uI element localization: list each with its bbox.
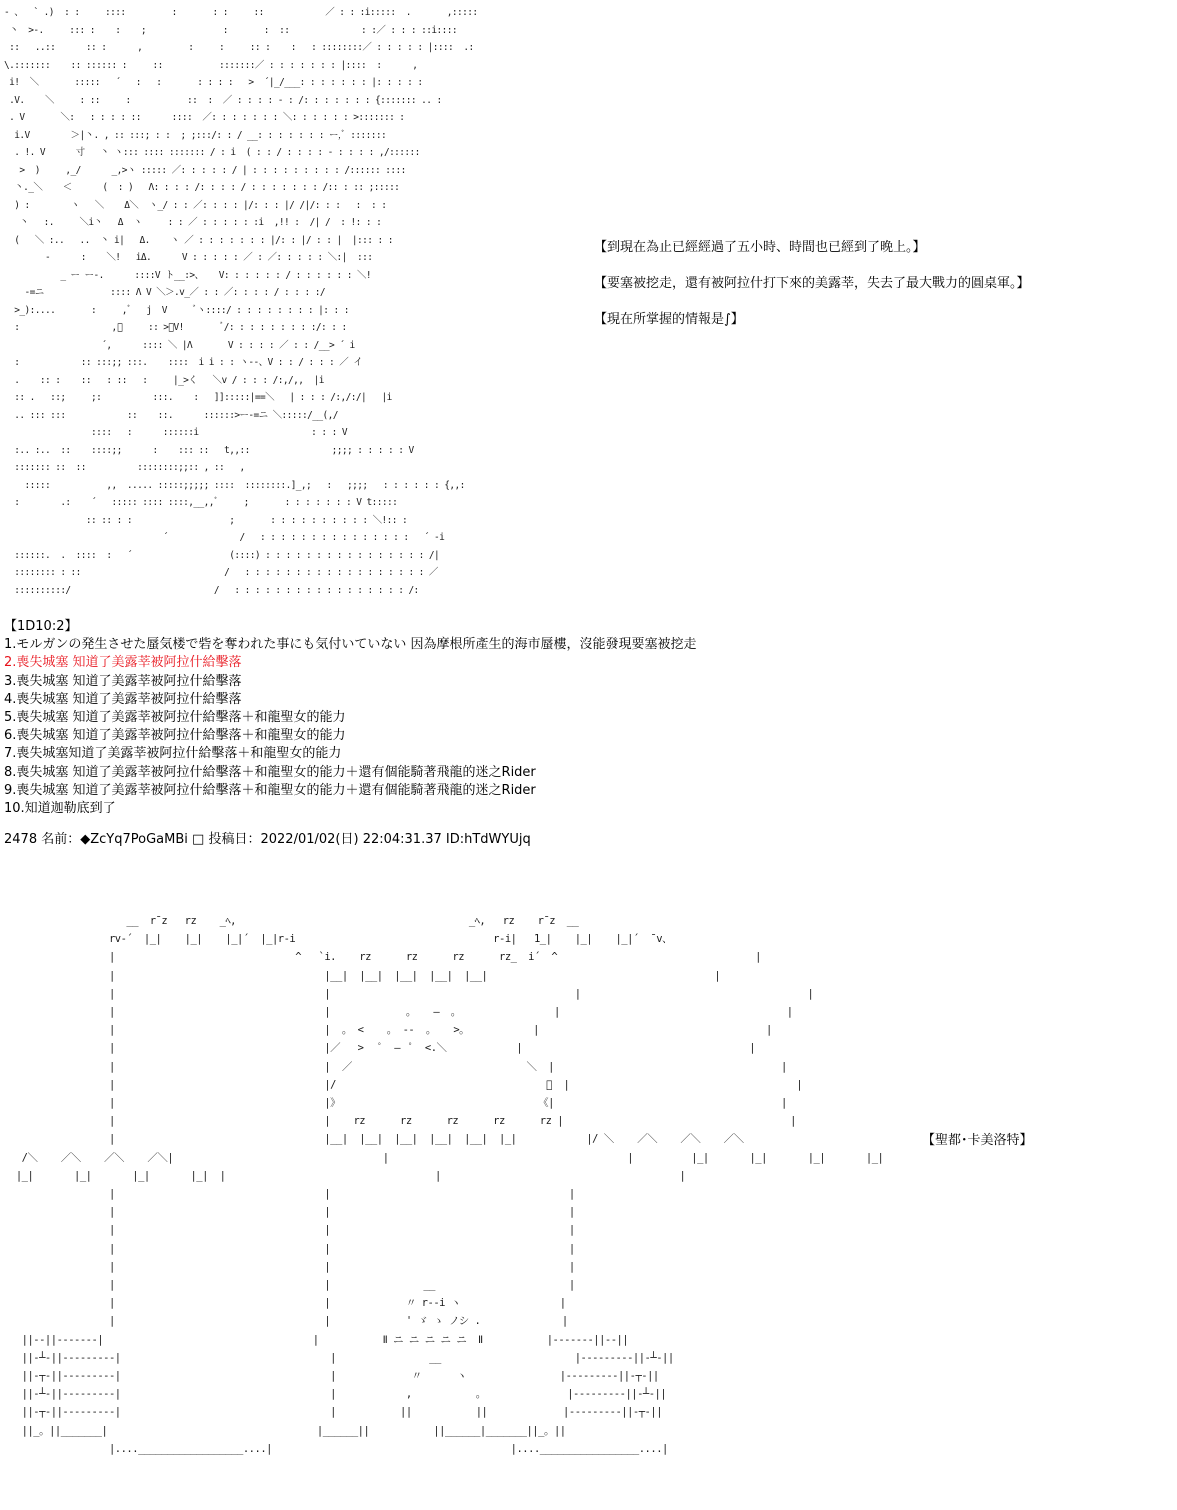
castle-label: 【聖都･卡美洛特】 — [922, 1133, 1033, 1148]
post-date: 2022/01/02(日) 22:04:31.37 — [260, 832, 442, 847]
dice-item-4: 4.喪失城塞 知道了美露莘被阿拉什給擊落 — [4, 691, 242, 707]
ascii-art-scene: - 、 ` .) : : :::: : : : :: ／ : : :i::::: . ,::::: 丶 >-. ::: : : ; : : :: : :／ : : : ::i:::: :: ..:: :: : , : : :: : : : ::::::::／ : : : : : |:::: .: \.::::::: :: :::::: : :: :::::::／ : : : : : : : |:::: : , i! ＼ ::::: ´ : : : : : : > ´|_/___: : : : : : : |: : : : : .V. ＼ : :: : :: : ／ : : : : - : /: : : : : : : {::::::: .. : . V ＼: : : : : :: :::: ／: : : : : : : ＼: : : : : : >::::::: : i.V ＞|丶. , :: :::; : : ; ;:::/: : / __: : : : : : : ー,ﾞ ::::::: . !. V 寸 丶 ヽ::: :::: ::::::: / : i ( : : / : : : : - : : : : ,/:::::: > ) ,_/ _,>ヽ ::::: ／: : : : : / | : : : : : : : : : /:::::: :::: 丶._＼ ＜ ( : ) Λ: : : : /: : : : / : : : : : : : /:: : :: ;::::: ) : ヽ ＼ Δ＼ ヽ_/ : : ／: : : : |/: : : |/ /|/: : : : : : 丶 :. ＼i丶 Δ ヽ : : ／ : : : : : :i ,!! : /| / : !: : : ( ＼ :.. .. 丶 i| Δ. ヽ ／ : : : : : : : |/: : |/ : : | |::: : : - : ＼! iΔ. V : : : : : ／ : ／: : : : : ＼:| ::: _ ー ー-. ::::V ト__:>、 V: : : : : : / : : : : : : ＼! -=ニ :::: Λ V ＼＞.v_／ : : ／: : : : / : : : :/ >_):.... : ,ﾞ j V ﾞヽ::::/ : : : : : : : : |: : : : ,ﾞ :: >、V! ﾞ/: : : : : : : : :/: : : ´, :::: ＼ |Λ V : : : : ／ : : /__> ´ i : :: :::;; :::. :::: i i : : ヽ--、V : : / : : : ／ イ . :: : :: : :: : |_>く ＼v / : : : /:,/,, |i :: . ::; ;: :::. : ]]:::::|==＼ | : : : /:,/:/| |i .. ::: ::: :: ::. ::::::>ー-=ニ ＼:::::/__(,/ :::: : ::::::i : : : V :.. :.. :: ::::;; : ::: :: t,,:: ;;;; : : : : : V ::::::: :: :: ::::::::;;:: , :: , ::::: ,, ..... :::::;;;;; :::: ::::::::.]_,; : ;;;; : : : : : : {,,: : .: ´ ::::: :::: ::::,__,,ﾞ ; : : : : : : : V t::::: :: :: : : ; : : : : : : : : : : ＼!:: : ´ / : : : : : : : : : : : : : : : ´ -i ::::::. . :::: : ´ (::::) : : : : : : : : : : : : : : : : /| :::::::: : :: / : : : : : : : : : : : : : : : : : : ／ ::::::::::/ / : : : : : : : : : : : : : : : : : /: — [4, 7, 478, 596]
post-name-label: 名前： — [41, 832, 81, 847]
ascii-art-castle: __ r¯z rz _ﾍ, _ﾍ, rz r¯z __ rv-´ |_| |_| |_|´ |_|r-i r-i| 1_| |_| |_|´ ¯v、 | ^ `i. rz rz rz rz_ i´ ^ | | |__| |__| |__| |__| |__| | | | | | | | 。 ― 。 | | | | 。 < 。 ‐‐ 。 >。 | | | |／ > ﾟ ― ﾟ <.＼ | | | | ／ ＼ | | | |/ ﾟ | | | |》 《| | | | rz rz rz rz rz | | | |__| |__| |__| |__| |__| |_| |/ ＼ ／＼ ／＼ ／＼ /＼ ／＼ ／＼ ／＼| | | |_| |_| |_| |_| |_| |_| |_| |_| | | | | | | | | | | | | | | | | | | | | __ | | | 〃 r--i ヽ | | | ' ゞ ゝ ノシ . | ||--||-------| | Ⅱ ニ ニ ニ ニ ニ Ⅱ |-------||--|| ||-┴-||---------| | __ |---------||-┴-|| ||-┬-||---------| | 〃 ヽ |---------||-┬-|| ||-┴-||---------| | , 。 |---------||-┴-|| ||-┬-||---------| | || || |---------||-┬-|| ||_。||_______| |______|| ||______|_______||_。|| |....__________________....| |...._________________....| — [15, 915, 884, 1455]
narration-line-3: 【現在所掌握的情報是∫】 — [594, 312, 744, 327]
narration-line-1: 【到現在為止已經經過了五小時、時間也已經到了晚上。】 — [594, 240, 926, 255]
post-author-trip: ◆ZcYq7PoGaMBi — [80, 832, 188, 847]
post-glyph: □ — [192, 832, 205, 847]
dice-item-3: 3.喪失城塞 知道了美露莘被阿拉什給擊落 — [4, 673, 242, 689]
dice-item-8: 8.喪失城塞 知道了美露莘被阿拉什給擊落＋和龍聖女的能力＋還有個能騎著飛龍的迷之Rider — [4, 764, 536, 780]
dice-item-1: 1.モルガンの発生させた蜃気楼で砦を奪われた事にも気付いていない 因為摩根所產生的海市蜃樓，沒能發現要塞被挖走 — [4, 637, 697, 653]
dice-item-7: 7.喪失城塞知道了美露莘被阿拉什給擊落＋和龍聖女的能力 — [4, 746, 342, 762]
post-header — [4, 828, 531, 847]
dice-item-2-selected: 2.喪失城塞 知道了美露莘被阿拉什給擊落 — [4, 655, 242, 671]
dice-item-10: 10.知道迦勒底到了 — [4, 801, 116, 817]
dice-item-6: 6.喪失城塞 知道了美露莘被阿拉什給擊落＋和龍聖女的能力 — [4, 728, 346, 744]
dice-header: 【1D10:2】 — [4, 619, 78, 634]
post-id: ID:hTdWYUjq — [445, 832, 531, 847]
post-number: 2478 — [4, 832, 38, 847]
dice-result-list — [4, 618, 884, 818]
dice-item-9: 9.喪失城塞 知道了美露莘被阿拉什給擊落＋和龍聖女的能力＋還有個能騎著飛龍的迷之Rider — [4, 782, 536, 798]
dice-item-5: 5.喪失城塞 知道了美露莘被阿拉什給擊落＋和龍聖女的能力 — [4, 710, 346, 726]
post-date-label: 投稿日： — [208, 832, 261, 847]
narration-line-2: 【要塞被挖走，還有被阿拉什打下來的美露莘，失去了最大戰力的圓桌軍。】 — [594, 276, 1030, 291]
